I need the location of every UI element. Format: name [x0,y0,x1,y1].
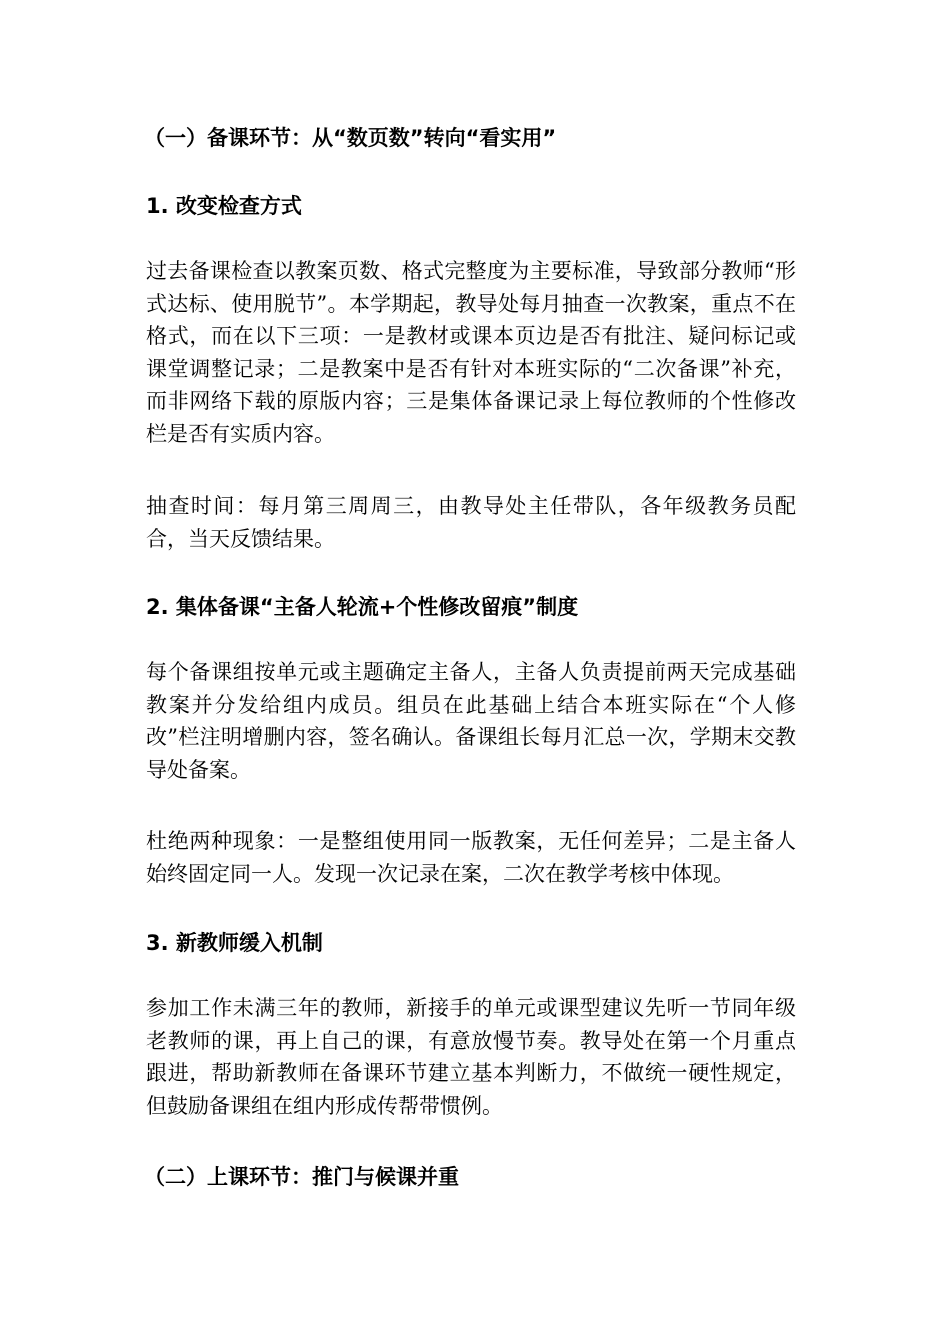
paragraph-1-1: 过去备课检查以教案页数、格式完整度为主要标准，导致部分教师“形式达标、使用脱节”。本学期起，教导处每月抽查一次教案，重点不在格式，而在以下三项：一是教材或课本页边是否有批注、疑问标记或课堂调整记录；二是教案中是否有针对本班实际的“二次备课”补充，而非网络下载的原版内容；三是集体备课记录上每位教师的个性修改栏是否有实质内容。 [146,259,796,446]
paragraph-2-2: 杜绝两种现象：一是整组使用同一版教案，无任何差异；二是主备人始终固定同一人。发现一次记录在案，二次在教学考核中体现。 [146,829,796,886]
item-heading-1: 1. 改变检查方式 [146,194,302,218]
paragraph-2-1: 每个备课组按单元或主题确定主备人，主备人负责提前两天完成基础教案并分发给组内成员。组员在此基础上结合本班实际在“个人修改”栏注明增删内容，签名确认。备课组长每月汇总一次，学期末交教导处备案。 [146,660,796,782]
paragraph-3-1: 参加工作未满三年的教师，新接手的单元或课型建议先听一节同年级老教师的课，再上自己的课，有意放慢节奏。教导处在第一个月重点跟进，帮助新教师在备课环节建立基本判断力，不做统一硬性规定，但鼓励备课组在组内形成传帮带惯例。 [146,996,796,1118]
paragraph-1-2: 抽查时间：每月第三周周三，由教导处主任带队，各年级教务员配合，当天反馈结果。 [146,494,796,551]
section-heading-1: （一）备课环节：从“数页数”转向“看实用” [144,126,557,150]
section-heading-2: （二）上课环节：推门与候课并重 [144,1165,459,1189]
item-heading-3: 3. 新教师缓入机制 [146,931,323,955]
item-heading-2: 2. 集体备课“主备人轮流+个性修改留痕”制度 [146,595,579,619]
